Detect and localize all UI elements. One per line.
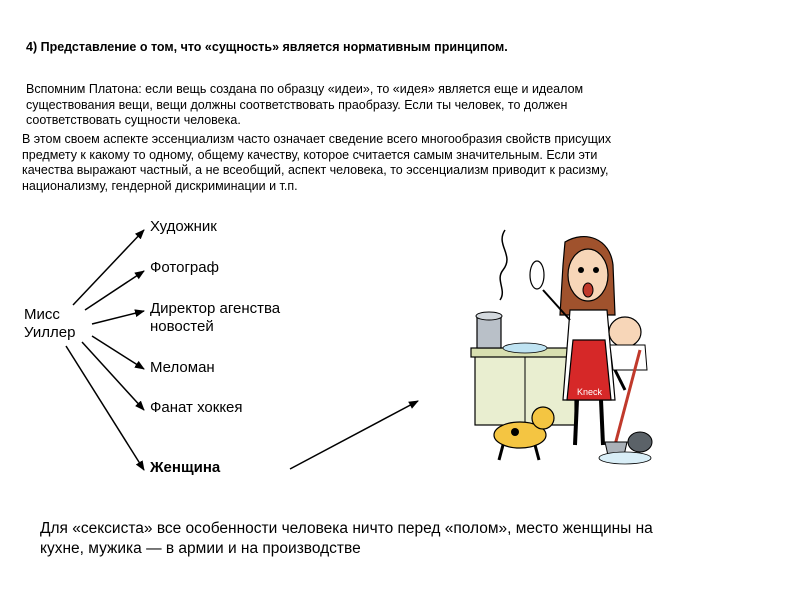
target-music-lover: Меломан: [150, 359, 215, 376]
conclusion-line-2: кухне, мужика — в армии и на производстве: [40, 540, 361, 557]
arrow-to-music-lover: [92, 336, 144, 369]
source-name-line-1: Мисс: [24, 306, 60, 323]
essentialism-line-3: качества выражают частный, а не всеобщий, аспект человека, то эссенциализм приводит к расизму,: [22, 163, 609, 178]
essentialism-line-1: В этом своем аспекте эссенциализм часто означает сведение всего многообразия свойств присущих: [22, 132, 612, 146]
arrow-from-picture: [290, 401, 418, 469]
conclusion-line-1: Для «сексиста» все особенности человека ничто перед «полом», место женщины на: [40, 520, 653, 537]
plato-line-1: Вспомним Платона: если вещь создана по образцу «идеи», то «идея» является еще и идеалом: [26, 82, 584, 96]
plato-line-3: соответствовать сущности человека.: [26, 113, 241, 128]
target-woman: Женщина: [150, 459, 221, 476]
arrow-to-hockey-fan: [82, 342, 144, 410]
target-artist: Художник: [150, 218, 217, 235]
target-news-director: Директор агенства новостей: [150, 300, 281, 335]
arrow-to-photographer: [85, 271, 144, 310]
essentialism-line-2: предмету к какому то одному, общему качеству, которое считается самым значительным. Если эти: [22, 147, 598, 162]
arrow-to-director: [92, 311, 144, 324]
conclusion-text: [40, 519, 780, 559]
source-name-line-2: Уиллер: [24, 324, 76, 341]
housewife-cartoon: [465, 220, 665, 480]
target-hockey-fan: Фанат хоккея: [150, 399, 243, 416]
target-photographer: Фотограф: [150, 259, 219, 276]
dress-badge-text: Kneck: [577, 387, 603, 397]
essentialism-line-4: национализму, гендерной дискриминации и т.п.: [22, 178, 298, 193]
source-node: [24, 306, 75, 342]
plato-line-2: существования вещи, вещи должны соответствовать праобразу. Если ты человек, то должен: [26, 97, 568, 112]
slide-title: 4) Представление о том, что «сущность» является нормативным принципом.: [26, 40, 508, 54]
arrow-to-woman: [66, 346, 144, 470]
